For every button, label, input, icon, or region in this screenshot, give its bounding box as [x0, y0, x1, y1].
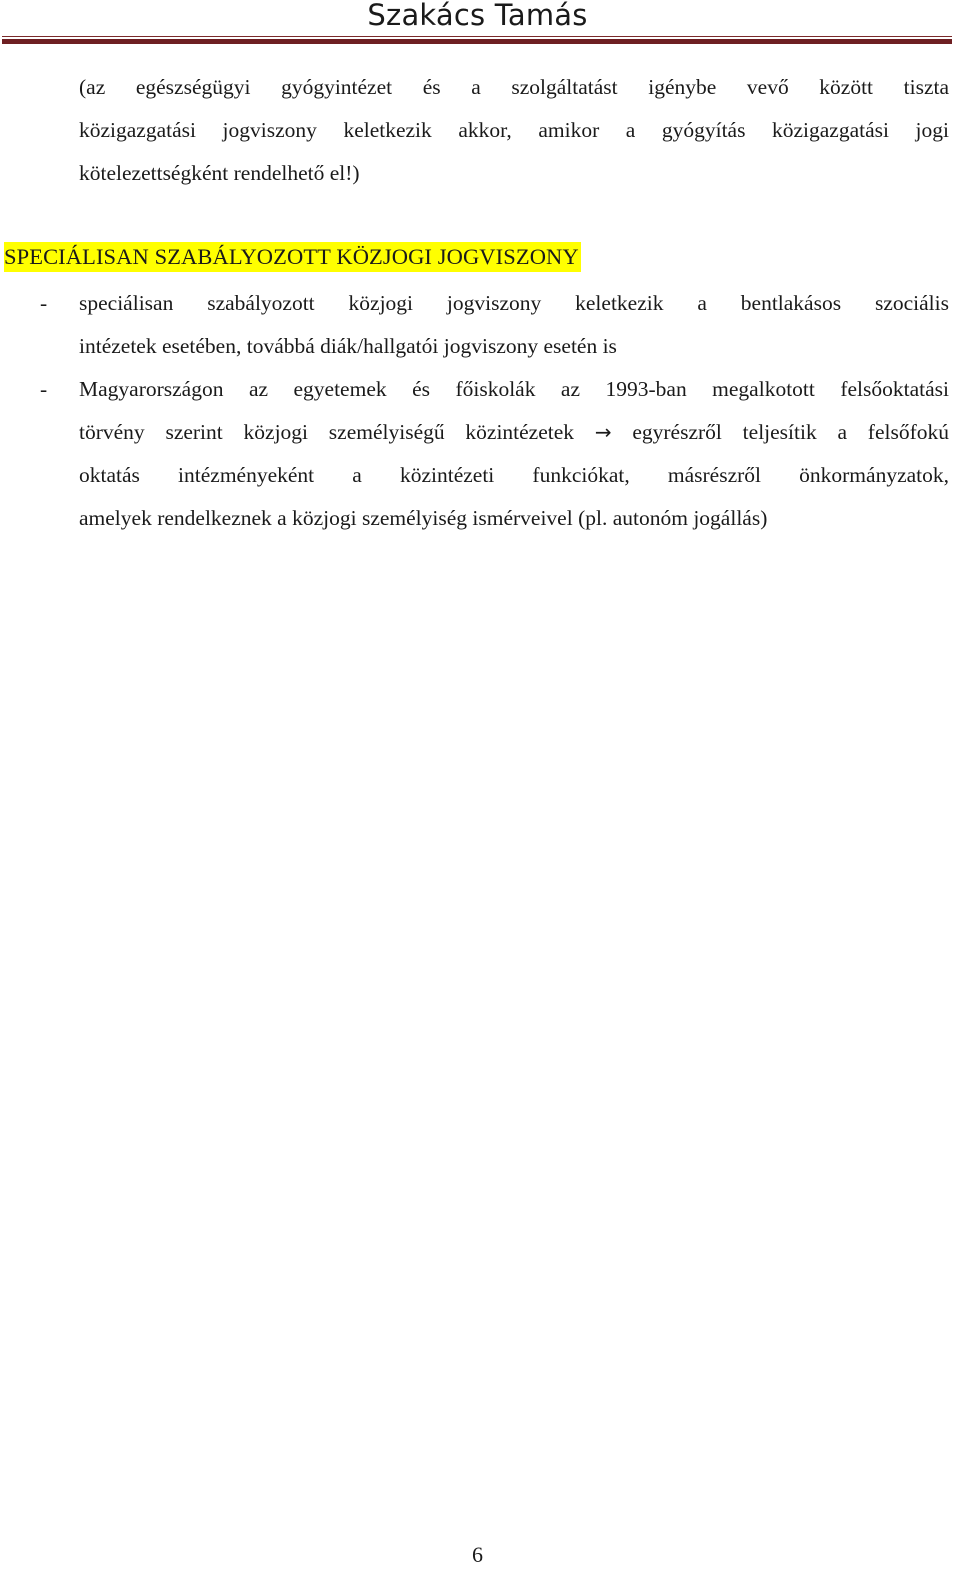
right-arrow-icon: →: [594, 420, 612, 444]
bullet-line: intézetek esetében, továbbá diák/hallgatói jogviszony esetén is: [79, 334, 617, 358]
intro-line: közigazgatási jogviszony keletkezik akkor, amikor a gyógyítás közigazgatási jogi: [79, 118, 949, 142]
bullet-body: [79, 282, 949, 368]
bullet-body: [79, 368, 949, 540]
bullet-line: speciálisan szabályozott közjogi jogviszony keletkezik a bentlakásos szociális: [79, 291, 949, 315]
bullet-line-segment: törvény szerint közjogi személyiségű közintézetek: [79, 420, 575, 444]
bullet-line: amelyek rendelkeznek a közjogi személyiség ismérveivel (pl. autonóm jogállás): [79, 506, 768, 530]
bullet-line: oktatás intézményeként a közintézeti funkciókat, másrészről önkormányzatok,: [79, 463, 949, 487]
bullet-line-segment: egyrészről teljesítik a felsőfokú: [632, 420, 950, 444]
intro-line: kötelezettségként rendelhető el!): [79, 161, 360, 185]
bullet-line-with-arrow: [79, 411, 949, 454]
header-rule-thick: [2, 39, 952, 44]
page-header-title: Szakács Tamás: [367, 0, 588, 32]
intro-line: (az egészségügyi gyógyintézet és a szolgáltatást igénybe vevő között tiszta: [79, 75, 949, 99]
section-heading: SPECIÁLISAN SZABÁLYOZOTT KÖZJOGI JOGVISZONY: [4, 242, 581, 272]
intro-paragraph: [79, 66, 949, 195]
header-rule-thin: [2, 36, 952, 37]
page-number: 6: [472, 1542, 483, 1567]
bullet-line: Magyarországon az egyetemek és főiskolák az 1993-ban megalkotott felsőoktatási: [79, 377, 949, 401]
bullet-marker: -: [40, 377, 48, 401]
bullet-marker: -: [40, 291, 48, 315]
